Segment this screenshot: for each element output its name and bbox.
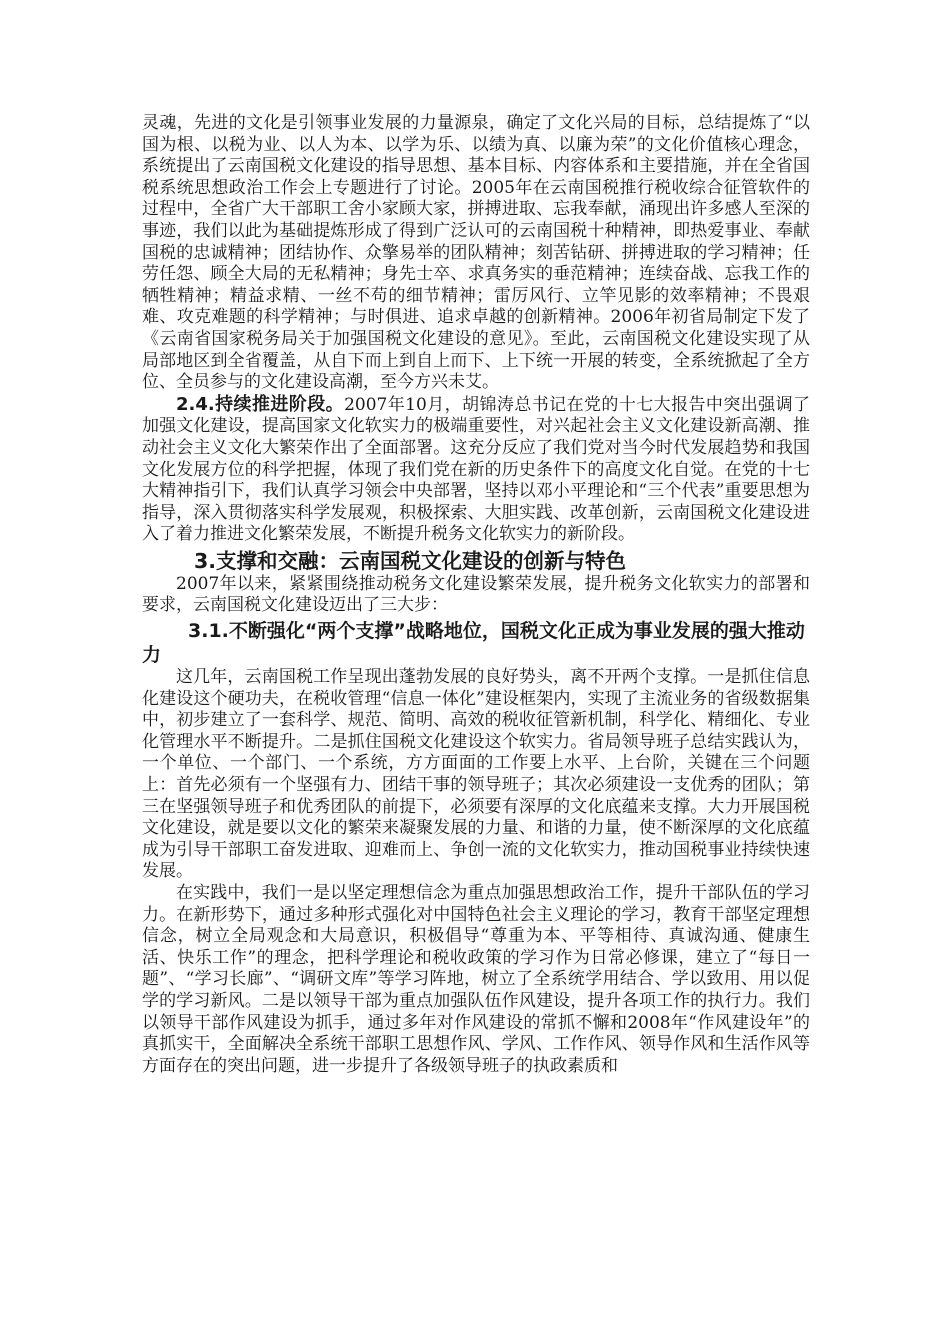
document-page: [142, 113, 810, 1077]
body-paragraph-support: 这几年，云南国税工作呈现出蓬勃发展的良好势头，离不开两个支撑。一是抓住信息化建设这个硬功夫，在税收管理“信息一体化”建设框架内，实现了主流业务的省级数据集中，初步建立了一套科学、规范、简明、高效的税收征管新机制，科学化、精细化、专业化管理水平不断提升。二是抓住国税文化建设这个软实力。省局领导班子总结实践认为，一个单位、一个部门、一个系统，方方面面的工作要上水平、上台阶，关键在三个问题上：首先必须有一个坚强有力、团结干事的领导班子；其次必须建设一支优秀的团队；第三在坚强领导班子和优秀团队的前提下，必须要有深厚的文化底蕴来支撑。大力开展国税文化建设，就是要以文化的繁荣来凝聚发展的力量、和谐的力量，使不断深厚的文化底蕴成为引导干部职工奋发进取、迎难而上、争创一流的文化软实力，推动国税事业持续快速发展。: [142, 667, 810, 882]
body-paragraph-soul: 灵魂，先进的文化是引领事业发展的力量源泉，确定了文化兴局的目标，总结提炼了“以国为根、以税为业、以人为本、以学为乐、以绩为真、以廉为荣”的文化价值核心理念，系统提出了云南国税文化建设的指导思想、基本目标、内容体系和主要措施，并在全省国税系统思想政治工作会上专题进行了讨论。2005年在云南国税推行税收综合征管软件的过程中，全省广大干部职工舍小家顾大家，拼搏进取、忘我奉献，涌现出许多感人至深的事迹，我们以此为基础提炼形成了得到广泛认可的云南国税十种精神，即热爱事业、奉献国税的忠诚精神；团结协作、众擎易举的团队精神；刻苦钻研、拼搏进取的学习精神；任劳任怨、顾全大局的无私精神；身先士卒、求真务实的垂范精神；连续奋战、忘我工作的牺牲精神；精益求精、一丝不苟的细节精神；雷厉风行、立竿见影的效率精神；不畏艰难、攻克难题的科学精神；与时俱进、追求卓越的创新精神。2006年初省局制定下发了《云南省国家税务局关于加强国税文化建设的意见》。至此，云南国税文化建设实现了从局部地区到全省覆盖，从自下而上到自上而下、上下统一开展的转变，全系统掀起了全方位、全员参与的文化建设高潮，至今方兴未艾。: [142, 113, 810, 393]
section-3-heading: 3.支撑和交融：云南国税文化建设的创新与特色: [194, 548, 627, 573]
stage-paragraph: [142, 394, 810, 546]
stage-body: 2007年10月，胡锦涛总书记在党的十七大报告中突出强调了加强文化建设，提高国家文化软实力的极端重要性，对兴起社会主义文化建设新高潮、推动社会主义文化大繁荣作出了全面部署。这充分反应了我们党对当今时代发展趋势和我国文化发展方位的科学把握，体现了我们党在新的历史条件下的高度文化自觉。在党的十七大精神指引下，我们认真学习领会中央部署，坚持以邓小平理论和“三个代表”重要思想为指导，深入贯彻落实科学发展观，积极探索、大胆实践、改革创新，云南国税文化建设进入了着力推进文化繁荣发展，不断提升税务文化软实力的新阶段。: [142, 394, 810, 545]
stage-lead: 2.4.持续推进阶段。: [176, 393, 345, 415]
body-paragraph-practice: 在实践中，我们一是以坚定理想信念为重点加强思想政治工作，提升干部队伍的学习力。在新形势下，通过多种形式强化对中国特色社会主义理论的学习，教育干部坚定理想信念，树立全局观念和大局意识，积极倡导“尊重为本、平等相待、真诚沟通、健康生活、快乐工作”的理念，把科学理论和税收政策的学习作为日常必修课，建立了“每日一题”、“学习长廊”、“调研文库”等学习阵地，树立了全系统学用结合、学以致用、用以促学的学习新风。二是以领导干部为重点加强队伍作风建设，提升各项工作的执行力。我们以领导干部作风建设为抓手，通过多年对作风建设的常抓不懈和2008年“作风建设年”的真抓实干，全面解决全系统干部职工思想作风、学风、工作作风、领导作风和生活作风等方面存在的突出问题，进一步提升了各级领导班子的执政素质和: [142, 883, 810, 1076]
subsection-3-1-heading: 3.1.不断强化“两个支撑”战略地位，国税文化正成为事业发展的强大推动力: [142, 620, 805, 667]
section-3-intro: 2007年以来，紧紧围绕推动税务文化建设繁荣发展，提升税务文化软实力的部署和要求，云南国税文化建设迈出了三大步：: [142, 573, 810, 616]
